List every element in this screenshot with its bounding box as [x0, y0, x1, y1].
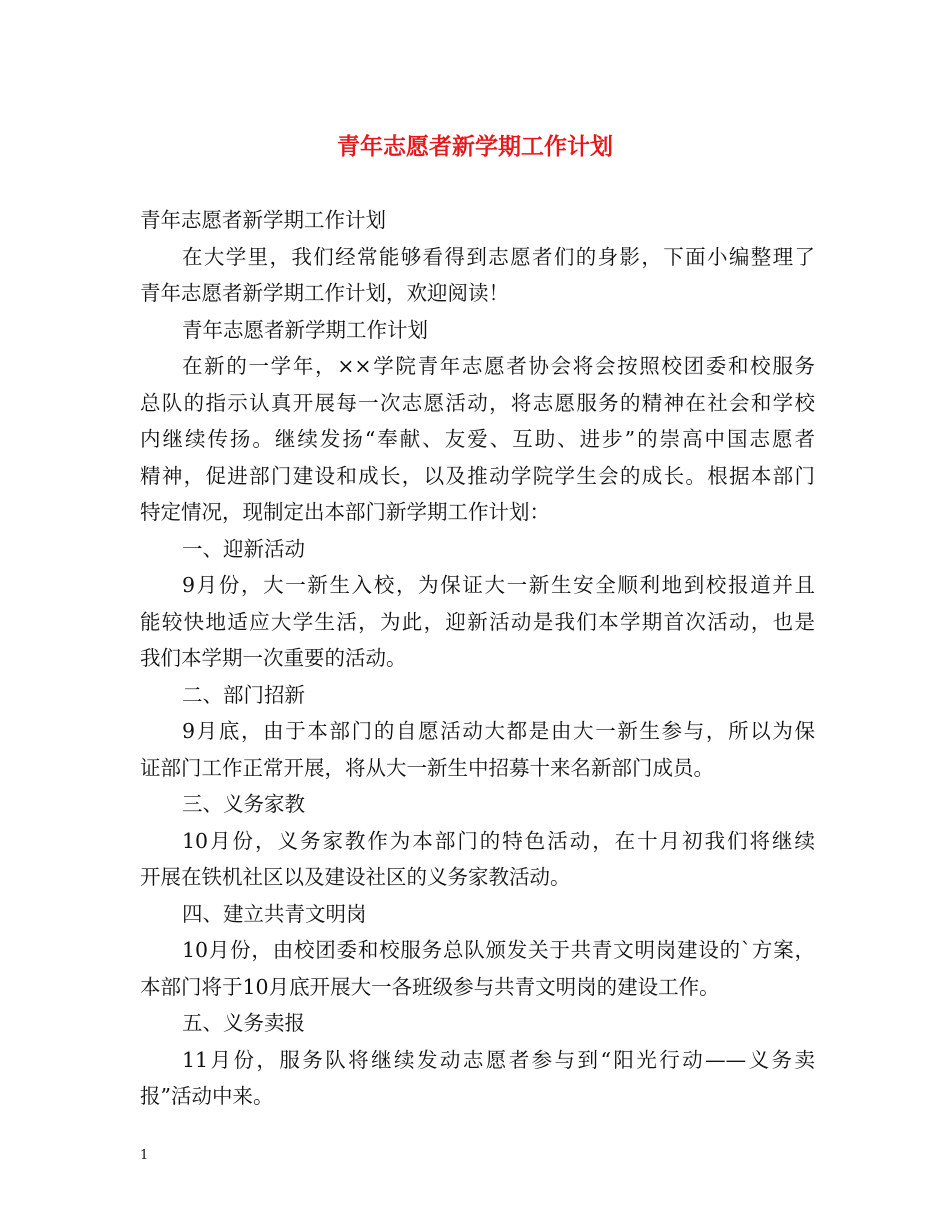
- document-line: 9月份，大一新生入校，为保证大一新生安全顺利地到校报道并且: [182, 573, 815, 597]
- document-line: 三、义务家教: [182, 792, 305, 816]
- document-line: 在大学里，我们经常能够看得到志愿者们的身影，下面小编整理了: [182, 244, 815, 269]
- document-line: 我们本学期一次重要的活动。: [140, 646, 407, 670]
- document-line: 四、建立共青文明岗: [182, 901, 367, 926]
- document-body: [140, 202, 815, 1115]
- document-line: 9月底，由于本部门的自愿活动大都是由大一新生参与，所以为保: [182, 719, 815, 743]
- page-number: 1: [140, 1148, 149, 1163]
- document-line: 二、部门招新: [182, 682, 305, 707]
- document-line: 精神，促进部门建设和成长，以及推动学院学生会的成长。根据本部门: [140, 463, 815, 488]
- document-line: 10月份，义务家教作为本部门的特色活动，在十月初我们将继续: [182, 828, 815, 853]
- document-line: 证部门工作正常开展，将从大一新生中招募十来名新部门成员。: [140, 755, 714, 780]
- document-line: 总队的指示认真开展每一次志愿活动，将志愿服务的精神在社会和学校: [140, 390, 815, 415]
- document-line: 能较快地适应大学生活，为此，迎新活动是我们本学期首次活动，也是: [140, 609, 815, 634]
- document-line: 开展在铁机社区以及建设社区的义务家教活动。: [140, 865, 571, 889]
- document-line: 11月份，服务队将继续发动志愿者参与到“阳光行动——义务卖: [182, 1047, 815, 1072]
- document-line: 青年志愿者新学期工作计划: [182, 317, 428, 342]
- document-line: 特定情况，现制定出本部门新学期工作计划：: [140, 500, 550, 524]
- document-line: 内继续传扬。继续发扬“奉献、友爱、互助、进步”的崇高中国志愿者: [140, 427, 815, 451]
- document-title: 青年志愿者新学期工作计划: [337, 133, 613, 160]
- document-line: 报”活动中来。: [140, 1084, 274, 1108]
- document-line: 五、义务卖报: [182, 1011, 305, 1035]
- document-line: 青年志愿者新学期工作计划，欢迎阅读！: [140, 281, 509, 305]
- document-line: 青年志愿者新学期工作计划: [140, 208, 386, 232]
- document-line: 10月份，由校团委和校服务总队颁发关于共青文明岗建设的`方案，: [182, 938, 815, 962]
- document-line: 在新的一学年，××学院青年志愿者协会将会按照校团委和校服务: [182, 354, 815, 378]
- document-line: 一、迎新活动: [182, 536, 305, 561]
- document-line: 本部门将于10月底开展大一各班级参与共青文明岗的建设工作。: [140, 974, 720, 999]
